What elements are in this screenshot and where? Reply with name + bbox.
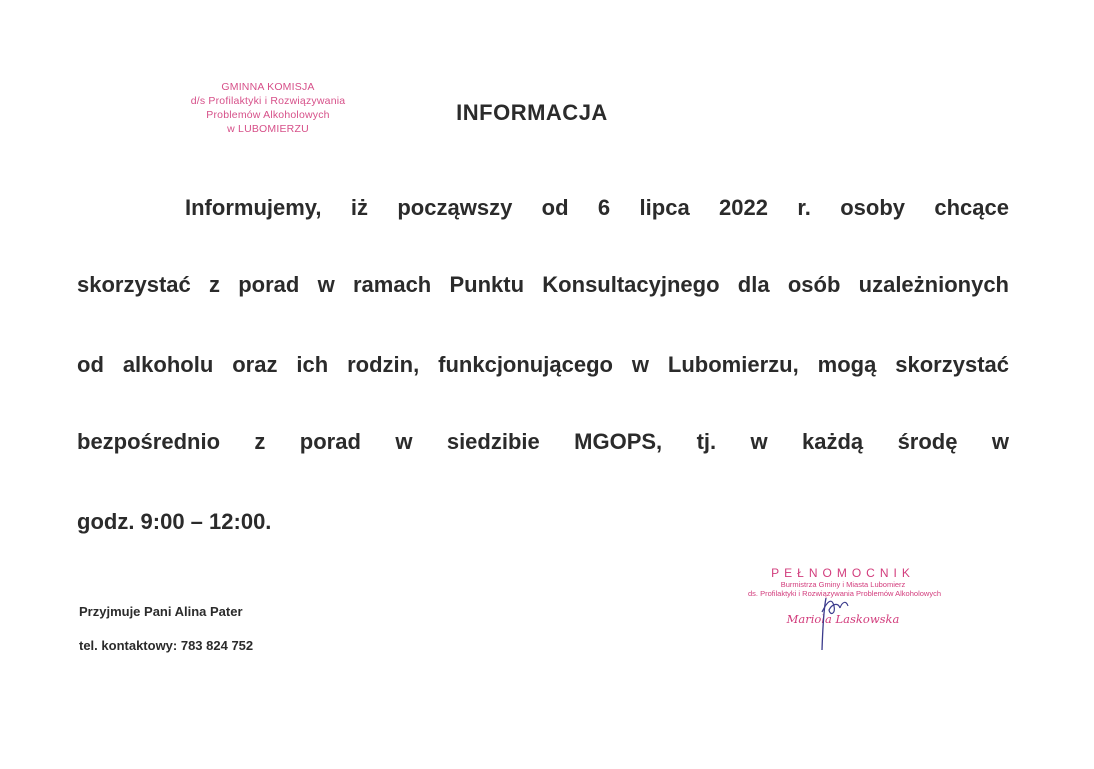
signature-stamp-title: PEŁNOMOCNIK [771, 566, 915, 580]
body-line-4: bezpośrednio z porad w siedzibie MGOPS, tj. w każdą środę w [77, 429, 1009, 454]
stamp-line-3: Problemów Alkoholowych [206, 109, 330, 121]
stamp-line-1: GMINNA KOMISJA [221, 81, 315, 93]
contact-person: Przyjmuje Pani Alina Pater [79, 604, 243, 619]
body-line-3: od alkoholu oraz ich rodzin, funkcjonującego w Lubomierzu, mogą skorzystać [77, 352, 1009, 377]
page-title: INFORMACJA [456, 100, 608, 125]
signature-stamp-name: Mariola Laskowska [786, 612, 900, 626]
signature-stamp-subtitle-2: ds. Profilaktyki i Rozwiązywania Problemów Alkoholowych [748, 589, 941, 598]
body-line-2: skorzystać z porad w ramach Punktu Konsultacyjnego dla osób uzależnionych [77, 272, 1009, 297]
signature-stamp-subtitle-1: Burmistrza Gminy i Miasta Lubomierz [780, 580, 906, 589]
body-line-1: Informujemy, iż począwszy od 6 lipca 2022 r. osoby chcące [185, 195, 1009, 220]
stamp-line-4: w LUBOMIERZU [227, 123, 309, 135]
stamp-line-2: d/s Profilaktyki i Rozwiązywania [190, 95, 346, 107]
body-line-5: godz. 9:00 – 12:00. [77, 509, 272, 534]
contact-phone: tel. kontaktowy: 783 824 752 [79, 638, 254, 653]
handwritten-signature-icon [796, 590, 866, 652]
